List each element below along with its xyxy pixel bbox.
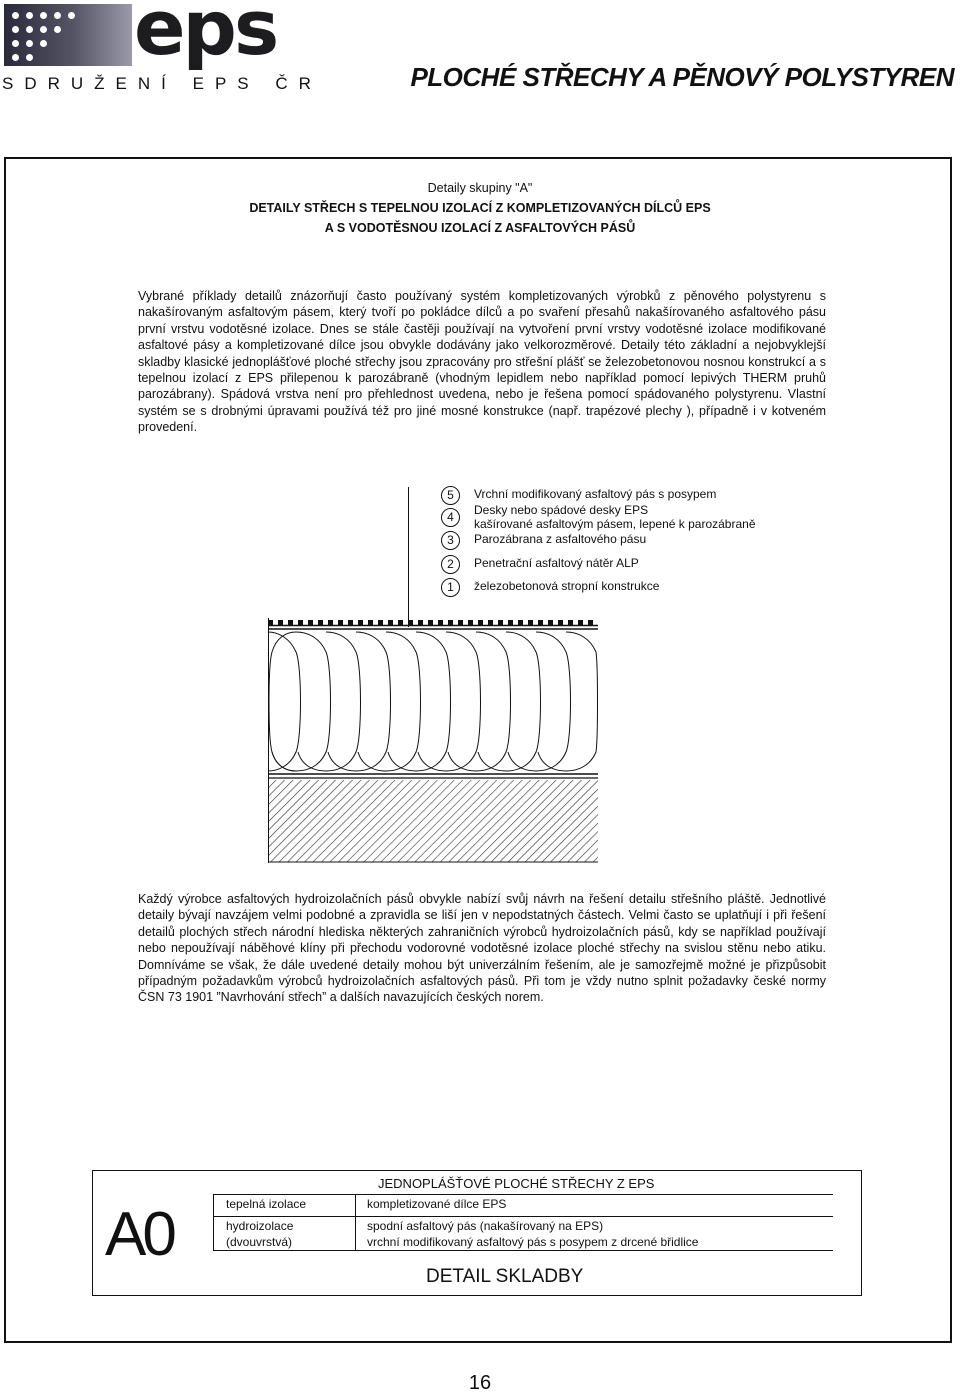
top-membrane-layer <box>268 620 598 625</box>
legend-text: Penetrační asfaltový nátěr ALP <box>474 556 639 570</box>
waterproofing-value-1: spodní asfaltový pás (nakašírovaný na EPS) <box>367 1219 604 1233</box>
legend-number: 3 <box>441 531 460 550</box>
legend-number: 2 <box>441 555 460 574</box>
concrete-slab <box>268 780 598 862</box>
waterproofing-label: hydroizolace <box>226 1219 294 1233</box>
row-divider-bottom <box>213 1250 833 1251</box>
waterproofing-label-2: (dvouvrstvá) <box>226 1235 293 1249</box>
row-divider-mid <box>213 1216 833 1217</box>
association-name: SDRUŽENÍ EPS ČR <box>2 74 322 93</box>
intro-paragraph: Vybrané příklady detailů znázorňují často používaný systém kompletizovaných výrobků z pěnového polystyrenu s nakašírovaným asfaltovým pásem, který tvoří po pokládce dílců a po svaření přesahů nakašírovaného asfaltového pásu první vrstvu vodotěsné izolace. Dnes se stále častěji používají na vytvoření první vrstvy vodotěsné izolace modifikované asfaltové pásy a kompletizované dílce jsou obvykle dodávány jako velkorozměrové. Detaily této základní a nejobvyklejší skladby klasické jednoplášťové ploché střechy jsou zpracovány pro střešní plášť se železobetonovou nosnou konstrukcí a s tepelnou izolací z EPS přilepenou k parozábraně (vhodným lepidlem nebo například pomocí lepivých THERM pruhů parozábrany). Spádová vrstva není pro přehlednost uvedena, nebo je řešena pomocí spádovaného polystyrenu. Vlastní systém se s drobnými úpravami používá též pro jiné mosné konstrukce (např. trapézové plechy ), případně i v kotveném provedení. <box>138 289 826 435</box>
legend-text: železobetonová stropní konstrukce <box>474 579 660 593</box>
title-block <box>92 1170 862 1296</box>
legend-text: Desky nebo spádové desky EPS <box>474 503 649 517</box>
row-divider-top <box>213 1194 833 1195</box>
logo-wordmark: eps <box>134 0 277 72</box>
legend-number: 1 <box>441 578 460 597</box>
heading-line-1: Detaily skupiny "A" <box>427 181 533 195</box>
detail-title: DETAIL SKLADBY <box>426 1266 584 1287</box>
document-title: PLOCHÉ STŘECHY A PĚNOVÝ POLYSTYREN <box>410 62 954 92</box>
page-number: 16 <box>468 1372 492 1394</box>
category-title: JEDNOPLÁŠŤOVÉ PLOCHÉ STŘECHY Z EPS <box>378 1176 655 1191</box>
insulation-value: kompletizované dílce EPS <box>367 1197 507 1211</box>
detail-code: A0 <box>105 1200 173 1269</box>
column-divider-left <box>213 1194 214 1250</box>
column-divider-middle <box>355 1194 356 1250</box>
legend-leader-line <box>408 487 409 627</box>
closing-paragraph: Každý výrobce asfaltových hydroizolačních pásů obvykle nabízí svůj návrh na řešení detailu střešního pláště. Jednotlivé detaily bývají navzájem velmi podobné a zpravidla se liší jen v nepodstatných částech. Velmi často se uplatňují i při řešení detailů plochých střech národní hlediska některých zahraničních výrobců hydroizolačních pásů, kdy se například používají nebo nepoužívají náběhové klíny při přechodu vodorovné vodotěsné izolace ploché střechy na svislou stěnu nebo atiku. Domníváme se však, že dále uvedené detaily mohou být univerzálním řešením, ale je samozřejmě možné je přizpůsobit případným požadavkům výrobců hydroizolačních asfaltových pásů. Při tom je vždy nutno splnit požadavky české normy ČSN 73 1901 ”Navrhování střech” a dalších navazujících českých norem. <box>138 892 826 1005</box>
waterproofing-value-2: vrchní modifikovaný asfaltový pás s posypem z drcené břidlice <box>367 1235 699 1249</box>
legend-item-1 <box>441 578 871 598</box>
insulation-pattern <box>268 632 598 771</box>
legend-text-2: kašírované asfaltovým pásem, lepené k parozábraně <box>474 517 756 531</box>
legend-text: Parozábrana z asfaltového pásu <box>474 532 647 546</box>
legend-number: 4 <box>441 508 460 527</box>
legend-item-2 <box>441 555 871 575</box>
legend-item-4 <box>441 503 871 531</box>
legend-item-3 <box>441 531 871 551</box>
legend-text: Vrchní modifikovaný asfaltový pás s posypem <box>474 487 717 501</box>
legend-number: 5 <box>441 486 460 505</box>
logo-dot-pattern <box>4 4 132 66</box>
heading-line-2: DETAILY STŘECH S TEPELNOU IZOLACÍ Z KOMPLETIZOVANÝCH DÍLCŮ EPS <box>249 201 711 215</box>
section-heading <box>0 178 960 238</box>
insulation-label: tepelná izolace <box>226 1197 307 1211</box>
heading-line-3: A S VODOTĚSNOU IZOLACÍ Z ASFALTOVÝCH PÁSŮ <box>324 221 636 235</box>
roof-section-drawing <box>268 618 598 863</box>
